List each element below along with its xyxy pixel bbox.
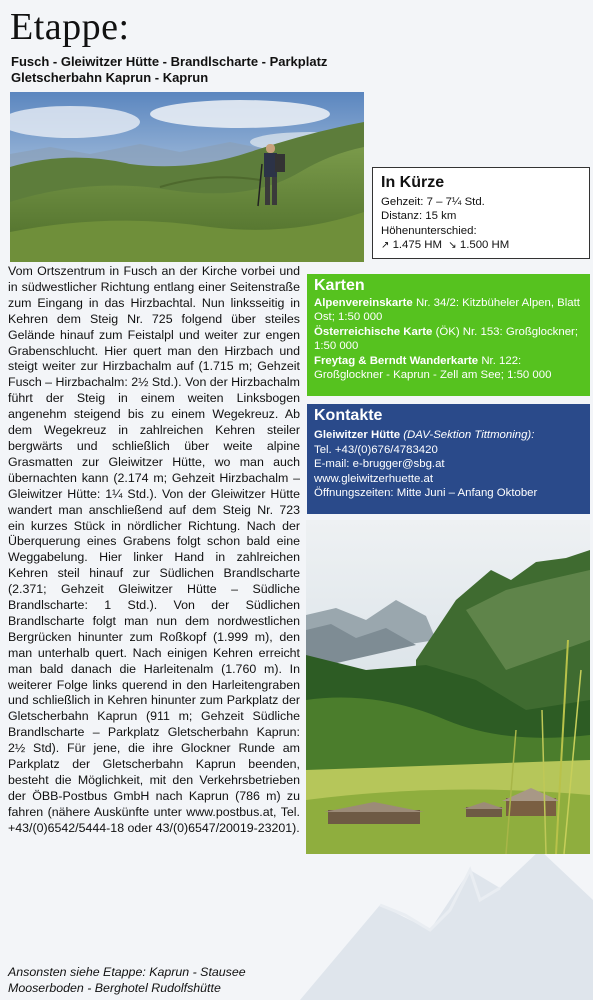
huette-name: Gleiwitzer Hütte <box>314 429 401 441</box>
gehzeit-text: Gehzeit: 7 – 7¼ Std. <box>381 196 485 208</box>
karte-item <box>314 354 583 383</box>
karte-detail: Nr. 34/2: Kitzbüheler Alpen, Blatt Ost; 1:50 000 <box>314 297 580 324</box>
karte-item <box>314 296 583 325</box>
page-title: Etappe: <box>10 6 130 48</box>
huette-sektion: (DAV-Sektion Tittmoning): <box>400 429 535 441</box>
kontakte-box <box>307 404 590 514</box>
descent-value: 1.500 HM <box>459 239 510 252</box>
hoehenmeter-line <box>381 238 581 253</box>
karte-detail: (ÖK) Nr. 153: Großglockner; 1:50 000 <box>314 325 578 353</box>
opening-hours-text: Öffnungszeiten: Mitte Juni – Anfang Oktober <box>314 487 538 500</box>
hoehenunterschied-label: Höhenunterschied: <box>381 224 477 237</box>
karte-item <box>314 325 583 354</box>
alpine-valley-photo <box>306 520 590 854</box>
karte-name: Österreichische Karte <box>314 325 433 338</box>
karte-detail: Nr. 122: Großglockner - Kaprun - Zell am See; 1:50 000 <box>314 354 552 382</box>
ascent-value: 1.475 HM <box>392 239 442 252</box>
kontakte-heading: Kontakte <box>314 407 383 424</box>
karte-name: Alpenvereinskarte <box>314 297 413 309</box>
route-description: Vom Ortszentrum in Fusch an der Kirche vorbei und in südwestlicher Richtung entlang einer Seitenstraße zum Eingang in das Hirzbachtal. Nun linksseitig in Kehren dem Steig Nr. 725 folgend über steiles Gelände hinauf zum Feistalpl und weiter zur engen Grabenschlucht. Hier quert man den Hirzbach und steigt weiter zur Hirzbachalm auf (1.715 m; Gehzeit Fusch – Hirzbachalm: 2½ Std.). Von der Hirzbachalm führt der Steig in einem weiten Linksbogen angenehm steigend bis zu einem Wegekreuz. Ab dem Wegekreuz in zahlreichen Kehren steiler bergwärts und schließlich über weite alpine Grasmatten zur Gleiwitzer Hütte, wo man auch übernachten kann (2.174 m; Gehzeit Hirzbachalm – Gleiwitzer Hütte: 1¼ Std.). Von der Gleiwitzer Hütte wandert man anschließend auf dem Steig Nr. 723 ein kurzes Stück in nördlicher Richtung. Nach der Überquerung eines Grabens folgt schon bald eine Weggabelung. Hier linker Hand in zahlreichen Kehren steil hinauf zur Südlichen Brandlscharte (2.371; Gehzeit Gleiwitzer Hütte – Südliche Brandlscharte: 1 Std.). Von der Südlichen Brandlscharte folgt man nun dem nordwestlichen Bergrücken hinunter zum Roßkopf (1.999 m), den man unterhalb quert. Nach einigen Kehren erreicht man bald danach die Harleitenalm (1.760 m). In weiterer Folge links querend in den Harleitengraben und schließlich in Kehren hinunter zum Parkplatz der Gletscherbahn Kaprun (911 m; Gehzeit Südliche Brandlscharte – Parkplatz Gletscherbahn Kaprun: 2½ Std). Für jene, die ihre Glockner Runde am Parkplatz der Gletscherbahn Kaprun beenden, besteht die Möglichkeit, mit den Verkehrsbetrieben der ÖBB-Postbus GmbH nach Kaprun (786 m) zu fahren (nähere Auskünfte unter www.postbus.at, Tel. +43/(0)6542/5444-18 oder 43/(0)6547/20019-23201). <box>8 264 300 835</box>
karten-box <box>307 274 590 396</box>
huette-line <box>314 428 583 443</box>
website-text: www.gleiwitzerhuette.at <box>314 472 434 485</box>
in-kuerze-box <box>372 167 590 259</box>
distanz-text: Distanz: 15 km <box>381 210 457 223</box>
in-kuerze-heading: In Kürze <box>381 174 445 191</box>
hiker-photo <box>10 92 364 262</box>
arrow-down-right-icon: ↘ <box>448 240 457 252</box>
email-text: E-mail: e-brugger@sbg.at <box>314 458 445 471</box>
footnote-text: Ansonsten siehe Etappe: Kaprun - Stausee Mooserboden - Berghotel Rudolfshütte <box>8 965 246 995</box>
arrow-up-right-icon: ↗ <box>381 240 390 252</box>
karte-name: Freytag & Berndt Wanderkarte <box>314 354 479 367</box>
karten-heading: Karten <box>314 277 365 294</box>
route-subtitle: Fusch - Gleiwitzer Hütte - Brandlscharte - Parkplatz Gletscherbahn Kaprun - Kaprun <box>11 54 328 85</box>
phone-text: Tel. +43/(0)676/4783420 <box>314 443 438 456</box>
